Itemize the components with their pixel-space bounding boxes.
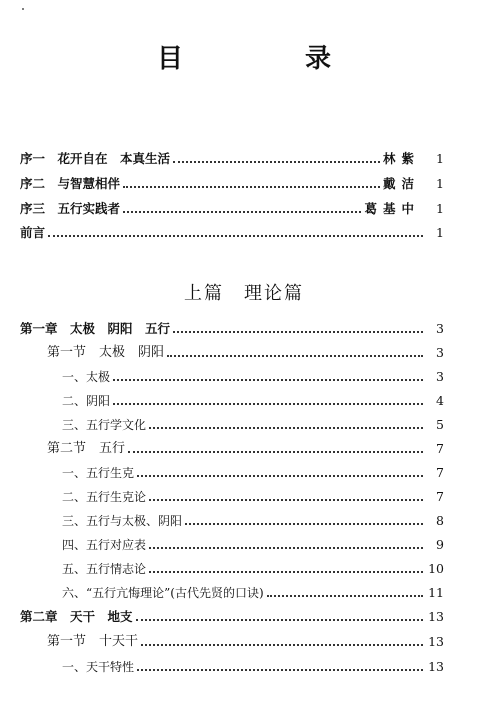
dot-leader [123, 186, 380, 188]
dot-leader [167, 355, 423, 357]
toc-entry-item[interactable] [62, 486, 444, 506]
toc-entry-label: 序三 五行实践者 [20, 201, 121, 216]
toc-entry-label: 序一 花开自在 本真生活 [20, 151, 171, 166]
dot-leader [48, 235, 423, 237]
toc-entry-label: 三、五行学文化 [62, 418, 147, 432]
toc-entry-item[interactable] [62, 558, 444, 578]
toc-entry-label: 一、天干特性 [62, 660, 135, 674]
toc-entry-page: 13 [428, 659, 444, 674]
toc-entry-author: 葛基中 [364, 201, 420, 216]
toc-entry-page: 9 [436, 537, 444, 552]
toc-entry-item[interactable] [62, 534, 444, 554]
toc-entry-page: 7 [436, 489, 444, 504]
dot-leader [173, 161, 380, 163]
dot-leader [149, 571, 423, 573]
toc-entry-section-2-1[interactable] [47, 631, 444, 651]
toc-entry-item[interactable] [62, 414, 444, 434]
toc-entry-item[interactable] [62, 510, 444, 530]
dot-leader [141, 644, 423, 646]
toc-entry-label: 第一章 太极 阴阳 五行 [20, 321, 171, 336]
dot-leader [149, 547, 423, 549]
toc-entry-page: 3 [436, 321, 444, 336]
page-title: 目 录 [156, 44, 379, 74]
toc-entry-label: 二、五行生克论 [62, 490, 147, 504]
toc-entry-label: 第二章 天干 地支 [20, 609, 133, 624]
dot-leader [136, 619, 423, 621]
toc-entry-page: 10 [428, 561, 444, 576]
toc-entry-page: 1 [436, 225, 444, 240]
toc-entry-preface-3[interactable] [20, 198, 444, 218]
toc-entry-page: 1 [436, 201, 444, 216]
toc-entry-item[interactable] [62, 366, 444, 386]
toc-entry-page: 5 [436, 417, 444, 432]
toc-entry-page: 7 [436, 465, 444, 480]
toc-entry-page: 8 [436, 513, 444, 528]
toc-entry-page: 3 [436, 369, 444, 384]
toc-entry-chapter-1[interactable] [20, 318, 444, 338]
toc-entry-preface-2[interactable] [20, 173, 444, 193]
toc-entry-foreword[interactable] [20, 222, 444, 242]
dot-leader [128, 451, 423, 453]
toc-entry-section-1-2[interactable] [47, 438, 444, 458]
toc-entry-page: 4 [436, 393, 444, 408]
toc-entry-label: 三、五行与太极、阴阳 [62, 514, 183, 528]
toc-entry-section-1-1[interactable] [47, 342, 444, 362]
toc-entry-label: 第一节 十天干 [47, 634, 139, 649]
toc-entry-page: 13 [428, 634, 444, 649]
toc-entry-label: 一、五行生克 [62, 466, 135, 480]
toc-entry-page: 7 [436, 441, 444, 456]
dot-leader [137, 475, 423, 477]
part-heading: 上篇 理论篇 [184, 283, 304, 304]
dot-leader [149, 427, 423, 429]
toc-entry-item[interactable] [62, 656, 444, 676]
toc-entry-label: 前言 [20, 225, 46, 240]
toc-entry-label: 四、五行对应表 [62, 538, 147, 552]
dot-leader [113, 403, 423, 405]
dot-leader [137, 669, 423, 671]
toc-entry-page: 1 [436, 176, 444, 191]
toc-entry-label: 五、五行情志论 [62, 562, 147, 576]
toc-entry-label: 二、阴阳 [62, 394, 111, 408]
toc-entry-author: 林紫 [382, 151, 420, 166]
dot-leader [113, 379, 423, 381]
toc-entry-page: 3 [436, 345, 444, 360]
toc-entry-label: 第一节 太极 阴阳 [47, 345, 165, 360]
toc-entry-label: 第二节 五行 [47, 441, 126, 456]
dot-leader [123, 211, 361, 213]
toc-entry-preface-1[interactable] [20, 148, 444, 168]
toc-entry-page: 1 [436, 151, 444, 166]
toc-entry-chapter-2[interactable] [20, 606, 444, 626]
dot-leader [267, 595, 423, 597]
toc-entry-page: 13 [428, 609, 444, 624]
toc-entry-item[interactable] [62, 390, 444, 410]
toc-entry-item[interactable] [62, 462, 444, 482]
toc-entry-page: 11 [428, 585, 444, 600]
toc-entry-author: 戴洁 [382, 176, 420, 191]
dot-leader [173, 331, 423, 333]
scan-speck [22, 8, 24, 10]
toc-entry-label: 六、“五行亢悔理论”(古代先贤的口诀) [62, 586, 264, 600]
dot-leader [185, 523, 423, 525]
toc-entry-label: 序二 与智慧相伴 [20, 176, 121, 191]
toc-entry-item[interactable] [62, 582, 444, 602]
dot-leader [149, 499, 423, 501]
toc-entry-label: 一、太极 [62, 370, 111, 384]
